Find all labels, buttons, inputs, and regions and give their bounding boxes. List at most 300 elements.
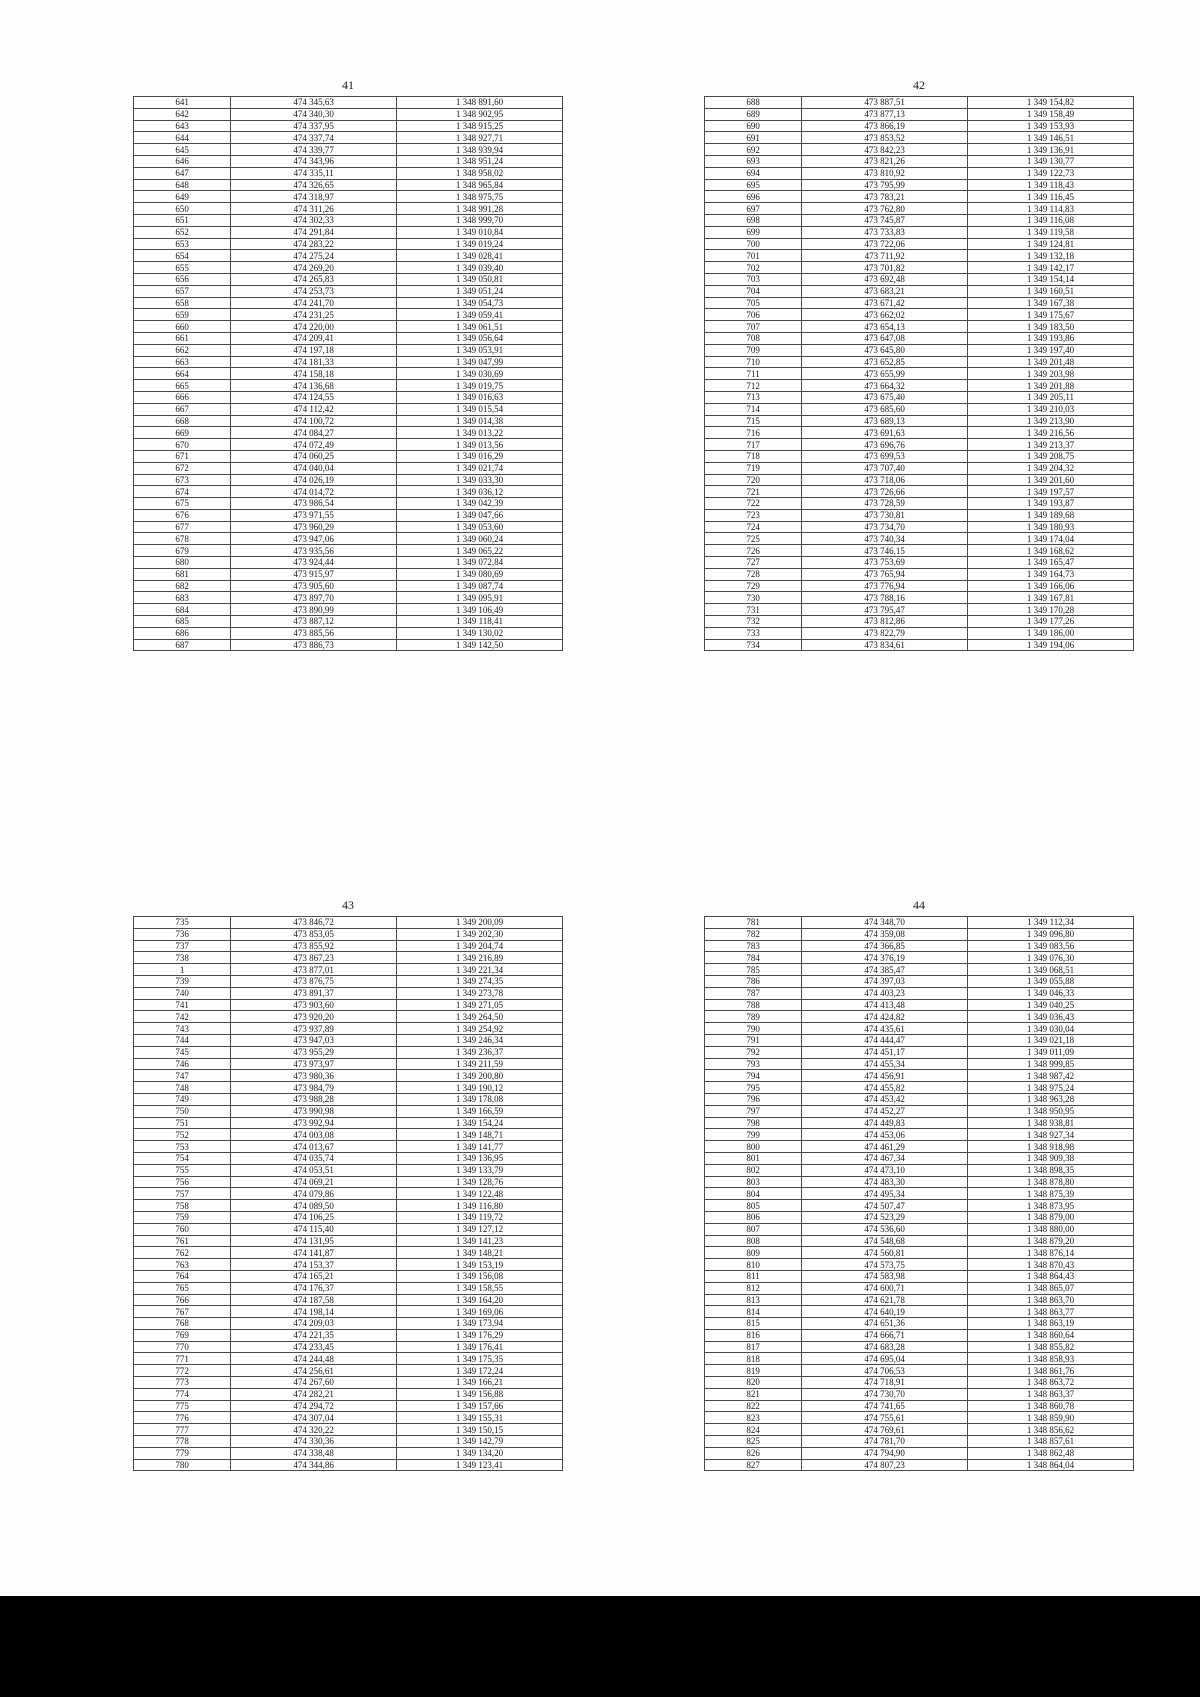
x-coordinate-cell: 473 740,34 (802, 533, 968, 545)
y-coordinate-cell: 1 349 013,22 (397, 427, 563, 439)
y-coordinate-cell: 1 349 158,55 (397, 1282, 563, 1294)
x-coordinate-cell: 473 891,37 (231, 987, 397, 999)
table-row (134, 321, 563, 333)
x-coordinate-cell: 474 413,48 (802, 999, 968, 1011)
x-coordinate-cell: 473 783,21 (802, 191, 968, 203)
x-coordinate-cell: 474 014,72 (231, 486, 397, 498)
y-coordinate-cell: 1 348 865,07 (968, 1282, 1134, 1294)
point-number-cell: 816 (705, 1329, 802, 1341)
point-number-cell: 706 (705, 309, 802, 321)
table-row (705, 309, 1134, 321)
x-coordinate-cell: 474 318,97 (231, 191, 397, 203)
y-coordinate-cell: 1 349 189,68 (968, 509, 1134, 521)
table-row (705, 592, 1134, 604)
y-coordinate-cell: 1 348 876,14 (968, 1247, 1134, 1259)
table-row (705, 580, 1134, 592)
point-number-cell: 715 (705, 415, 802, 427)
y-coordinate-cell: 1 349 190,12 (397, 1082, 563, 1094)
y-coordinate-cell: 1 349 114,83 (968, 203, 1134, 215)
y-coordinate-cell: 1 349 273,78 (397, 987, 563, 999)
point-number-cell: 771 (134, 1353, 231, 1365)
x-coordinate-cell: 474 769,61 (802, 1424, 968, 1436)
coordinates-table (133, 96, 563, 651)
x-coordinate-cell: 473 947,06 (231, 533, 397, 545)
y-coordinate-cell: 1 349 141,77 (397, 1141, 563, 1153)
table-row (134, 1247, 563, 1259)
y-coordinate-cell: 1 349 116,08 (968, 214, 1134, 226)
y-coordinate-cell: 1 349 216,56 (968, 427, 1134, 439)
y-coordinate-cell: 1 348 873,95 (968, 1200, 1134, 1212)
table-row (134, 1459, 563, 1471)
x-coordinate-cell: 474 282,21 (231, 1388, 397, 1400)
y-coordinate-cell: 1 349 039,40 (397, 262, 563, 274)
table-row (134, 309, 563, 321)
table-row (134, 1353, 563, 1365)
point-number-cell: 697 (705, 203, 802, 215)
point-number-cell: 699 (705, 226, 802, 238)
point-number-cell: 802 (705, 1164, 802, 1176)
point-number-cell: 650 (134, 203, 231, 215)
point-number-cell: 751 (134, 1117, 231, 1129)
x-coordinate-cell: 473 753,69 (802, 557, 968, 569)
y-coordinate-cell: 1 349 130,02 (397, 627, 563, 639)
y-coordinate-cell: 1 349 160,51 (968, 285, 1134, 297)
table-row (134, 940, 563, 952)
coordinates-table (704, 96, 1134, 651)
point-number-cell: 764 (134, 1270, 231, 1282)
point-number-cell: 660 (134, 321, 231, 333)
point-number-cell: 786 (705, 975, 802, 987)
x-coordinate-cell: 474 807,23 (802, 1459, 968, 1471)
x-coordinate-cell: 474 131,95 (231, 1235, 397, 1247)
table-row (134, 474, 563, 486)
table-row (134, 120, 563, 132)
point-number-cell: 809 (705, 1247, 802, 1259)
point-number-cell: 654 (134, 250, 231, 262)
y-coordinate-cell: 1 349 011,09 (968, 1046, 1134, 1058)
point-number-cell: 739 (134, 975, 231, 987)
table-row (134, 975, 563, 987)
table-row (705, 486, 1134, 498)
table-row (134, 533, 563, 545)
point-number-cell: 726 (705, 545, 802, 557)
y-coordinate-cell: 1 349 148,71 (397, 1129, 563, 1141)
table-row (705, 627, 1134, 639)
x-coordinate-cell: 474 781,70 (802, 1436, 968, 1448)
x-coordinate-cell: 474 291,84 (231, 226, 397, 238)
point-number-cell: 772 (134, 1365, 231, 1377)
y-coordinate-cell: 1 349 156,88 (397, 1388, 563, 1400)
point-number-cell: 799 (705, 1129, 802, 1141)
point-number-cell: 759 (134, 1211, 231, 1223)
x-coordinate-cell: 473 683,21 (802, 285, 968, 297)
point-number-cell: 655 (134, 262, 231, 274)
y-coordinate-cell: 1 349 142,79 (397, 1436, 563, 1448)
y-coordinate-cell: 1 349 150,15 (397, 1424, 563, 1436)
table-row (705, 155, 1134, 167)
y-coordinate-cell: 1 349 170,28 (968, 604, 1134, 616)
table-row (134, 1141, 563, 1153)
point-number-cell: 727 (705, 557, 802, 569)
point-number-cell: 652 (134, 226, 231, 238)
y-coordinate-cell: 1 349 116,45 (968, 191, 1134, 203)
x-coordinate-cell: 474 267,60 (231, 1377, 397, 1389)
table-row (134, 1034, 563, 1046)
y-coordinate-cell: 1 349 050,81 (397, 273, 563, 285)
y-coordinate-cell: 1 349 154,82 (968, 97, 1134, 109)
x-coordinate-cell: 474 435,61 (802, 1023, 968, 1035)
y-coordinate-cell: 1 349 175,67 (968, 309, 1134, 321)
x-coordinate-cell: 473 718,06 (802, 474, 968, 486)
table-row (134, 273, 563, 285)
y-coordinate-cell: 1 349 132,18 (968, 250, 1134, 262)
y-coordinate-cell: 1 349 157,66 (397, 1400, 563, 1412)
point-number-cell: 737 (134, 940, 231, 952)
point-number-cell: 821 (705, 1388, 802, 1400)
y-coordinate-cell: 1 349 158,49 (968, 108, 1134, 120)
point-number-cell: 704 (705, 285, 802, 297)
point-number-cell: 773 (134, 1377, 231, 1389)
x-coordinate-cell: 473 885,56 (231, 627, 397, 639)
x-coordinate-cell: 474 209,41 (231, 332, 397, 344)
x-coordinate-cell: 473 812,86 (802, 616, 968, 628)
point-number-cell: 797 (705, 1105, 802, 1117)
table-row (705, 1093, 1134, 1105)
point-number-cell: 708 (705, 332, 802, 344)
table-row (705, 1235, 1134, 1247)
x-coordinate-cell: 474 344,86 (231, 1459, 397, 1471)
x-coordinate-cell: 474 730,70 (802, 1388, 968, 1400)
point-number-cell: 803 (705, 1176, 802, 1188)
y-coordinate-cell: 1 349 122,73 (968, 167, 1134, 179)
y-coordinate-cell: 1 349 116,80 (397, 1200, 563, 1212)
y-coordinate-cell: 1 349 148,21 (397, 1247, 563, 1259)
x-coordinate-cell: 474 403,23 (802, 987, 968, 999)
y-coordinate-cell: 1 348 858,93 (968, 1353, 1134, 1365)
table-row (134, 226, 563, 238)
point-number-cell: 810 (705, 1259, 802, 1271)
point-number-cell: 677 (134, 521, 231, 533)
x-coordinate-cell: 473 935,56 (231, 545, 397, 557)
x-coordinate-cell: 474 256,61 (231, 1365, 397, 1377)
point-number-cell: 792 (705, 1046, 802, 1058)
point-number-cell: 693 (705, 155, 802, 167)
x-coordinate-cell: 474 124,55 (231, 391, 397, 403)
x-coordinate-cell: 474 026,19 (231, 474, 397, 486)
y-coordinate-cell: 1 348 861,76 (968, 1365, 1134, 1377)
table-row (134, 238, 563, 250)
x-coordinate-cell: 473 701,82 (802, 262, 968, 274)
x-coordinate-cell: 473 691,63 (802, 427, 968, 439)
x-coordinate-cell: 474 337,74 (231, 132, 397, 144)
point-number-cell: 667 (134, 403, 231, 415)
table-row (134, 356, 563, 368)
point-number-cell: 641 (134, 97, 231, 109)
x-coordinate-cell: 474 153,37 (231, 1259, 397, 1271)
x-coordinate-cell: 474 424,82 (802, 1011, 968, 1023)
y-coordinate-cell: 1 349 016,63 (397, 391, 563, 403)
y-coordinate-cell: 1 348 999,85 (968, 1058, 1134, 1070)
point-number-cell: 769 (134, 1329, 231, 1341)
table-row (705, 1341, 1134, 1353)
page-panel-41 (133, 74, 563, 651)
y-coordinate-cell: 1 349 122,48 (397, 1188, 563, 1200)
y-coordinate-cell: 1 348 975,75 (397, 191, 563, 203)
point-number-cell: 679 (134, 545, 231, 557)
y-coordinate-cell: 1 349 096,80 (968, 928, 1134, 940)
y-coordinate-cell: 1 348 857,61 (968, 1436, 1134, 1448)
y-coordinate-cell: 1 349 033,30 (397, 474, 563, 486)
x-coordinate-cell: 474 197,18 (231, 344, 397, 356)
y-coordinate-cell: 1 349 123,41 (397, 1459, 563, 1471)
x-coordinate-cell: 473 992,94 (231, 1117, 397, 1129)
y-coordinate-cell: 1 348 902,95 (397, 108, 563, 120)
point-number-cell: 642 (134, 108, 231, 120)
x-coordinate-cell: 473 887,51 (802, 97, 968, 109)
y-coordinate-cell: 1 349 176,41 (397, 1341, 563, 1353)
point-number-cell: 743 (134, 1023, 231, 1035)
x-coordinate-cell: 473 730,81 (802, 509, 968, 521)
x-coordinate-cell: 473 696,76 (802, 439, 968, 451)
x-coordinate-cell: 473 689,13 (802, 415, 968, 427)
point-number-cell: 795 (705, 1082, 802, 1094)
point-number-cell: 817 (705, 1341, 802, 1353)
point-number-cell: 649 (134, 191, 231, 203)
table-row (705, 1058, 1134, 1070)
point-number-cell: 790 (705, 1023, 802, 1035)
y-coordinate-cell: 1 348 860,64 (968, 1329, 1134, 1341)
y-coordinate-cell: 1 349 030,04 (968, 1023, 1134, 1035)
point-number-cell: 713 (705, 391, 802, 403)
table-row (705, 427, 1134, 439)
y-coordinate-cell: 1 348 855,82 (968, 1341, 1134, 1353)
x-coordinate-cell: 473 960,29 (231, 521, 397, 533)
point-number-cell: 658 (134, 297, 231, 309)
x-coordinate-cell: 474 136,68 (231, 380, 397, 392)
table-row (705, 568, 1134, 580)
x-coordinate-cell: 474 112,42 (231, 403, 397, 415)
x-coordinate-cell: 473 853,05 (231, 928, 397, 940)
x-coordinate-cell: 473 877,01 (231, 964, 397, 976)
point-number-cell: 775 (134, 1400, 231, 1412)
table-row (705, 403, 1134, 415)
table-row (134, 403, 563, 415)
y-coordinate-cell: 1 349 180,93 (968, 521, 1134, 533)
table-row (134, 1447, 563, 1459)
table-row (134, 1329, 563, 1341)
x-coordinate-cell: 473 762,80 (802, 203, 968, 215)
table-row (134, 1105, 563, 1117)
x-coordinate-cell: 474 198,14 (231, 1306, 397, 1318)
table-row (705, 545, 1134, 557)
table-row (134, 1023, 563, 1035)
point-number-cell: 703 (705, 273, 802, 285)
x-coordinate-cell: 473 973,97 (231, 1058, 397, 1070)
y-coordinate-cell: 1 348 860,78 (968, 1400, 1134, 1412)
point-number-cell: 733 (705, 627, 802, 639)
table-row (134, 1365, 563, 1377)
page-panel-44 (704, 894, 1134, 1471)
y-coordinate-cell: 1 349 040,25 (968, 999, 1134, 1011)
point-number-cell: 804 (705, 1188, 802, 1200)
x-coordinate-cell: 474 343,96 (231, 155, 397, 167)
x-coordinate-cell: 473 795,99 (802, 179, 968, 191)
y-coordinate-cell: 1 349 213,37 (968, 439, 1134, 451)
table-row (705, 1329, 1134, 1341)
point-number-cell: 768 (134, 1318, 231, 1330)
x-coordinate-cell: 474 335,11 (231, 167, 397, 179)
table-row (705, 262, 1134, 274)
table-row (705, 1070, 1134, 1082)
table-row (705, 557, 1134, 569)
y-coordinate-cell: 1 349 076,30 (968, 952, 1134, 964)
y-coordinate-cell: 1 349 202,30 (397, 928, 563, 940)
x-coordinate-cell: 473 645,80 (802, 344, 968, 356)
x-coordinate-cell: 474 452,27 (802, 1105, 968, 1117)
table-row (134, 928, 563, 940)
point-number-cell: 701 (705, 250, 802, 262)
point-number-cell: 766 (134, 1294, 231, 1306)
x-coordinate-cell: 474 695,04 (802, 1353, 968, 1365)
x-coordinate-cell: 473 890,99 (231, 604, 397, 616)
x-coordinate-cell: 474 640,19 (802, 1306, 968, 1318)
table-row (134, 391, 563, 403)
point-number-cell: 644 (134, 132, 231, 144)
point-number-cell: 723 (705, 509, 802, 521)
y-coordinate-cell: 1 349 164,20 (397, 1294, 563, 1306)
y-coordinate-cell: 1 349 177,26 (968, 616, 1134, 628)
table-row (134, 108, 563, 120)
table-row (705, 1188, 1134, 1200)
y-coordinate-cell: 1 349 200,09 (397, 917, 563, 929)
y-coordinate-cell: 1 349 010,84 (397, 226, 563, 238)
point-number-cell: 755 (134, 1164, 231, 1176)
y-coordinate-cell: 1 349 119,58 (968, 226, 1134, 238)
table-row (134, 380, 563, 392)
point-number-cell: 791 (705, 1034, 802, 1046)
point-number-cell: 692 (705, 144, 802, 156)
x-coordinate-cell: 474 320,22 (231, 1424, 397, 1436)
point-number-cell: 781 (705, 917, 802, 929)
point-number-cell: 746 (134, 1058, 231, 1070)
table-row (705, 917, 1134, 929)
table-row (134, 964, 563, 976)
point-number-cell: 675 (134, 498, 231, 510)
table-row (705, 952, 1134, 964)
table-row (134, 462, 563, 474)
y-coordinate-cell: 1 349 136,91 (968, 144, 1134, 156)
y-coordinate-cell: 1 349 168,62 (968, 545, 1134, 557)
x-coordinate-cell: 474 241,70 (231, 297, 397, 309)
y-coordinate-cell: 1 349 205,11 (968, 391, 1134, 403)
y-coordinate-cell: 1 349 197,40 (968, 344, 1134, 356)
point-number-cell: 711 (705, 368, 802, 380)
x-coordinate-cell: 474 233,45 (231, 1341, 397, 1353)
y-coordinate-cell: 1 348 856,62 (968, 1424, 1134, 1436)
y-coordinate-cell: 1 349 274,35 (397, 975, 563, 987)
point-number-cell: 666 (134, 391, 231, 403)
table-row (705, 1282, 1134, 1294)
x-coordinate-cell: 473 920,20 (231, 1011, 397, 1023)
y-coordinate-cell: 1 348 915,25 (397, 120, 563, 132)
y-coordinate-cell: 1 348 870,43 (968, 1259, 1134, 1271)
y-coordinate-cell: 1 349 201,88 (968, 380, 1134, 392)
x-coordinate-cell: 473 980,36 (231, 1070, 397, 1082)
point-number-cell: 758 (134, 1200, 231, 1212)
point-number-cell: 757 (134, 1188, 231, 1200)
y-coordinate-cell: 1 349 193,86 (968, 332, 1134, 344)
y-coordinate-cell: 1 349 059,41 (397, 309, 563, 321)
point-number-cell: 691 (705, 132, 802, 144)
x-coordinate-cell: 473 971,55 (231, 509, 397, 521)
point-number-cell: 807 (705, 1223, 802, 1235)
x-coordinate-cell: 473 655,99 (802, 368, 968, 380)
y-coordinate-cell: 1 349 167,38 (968, 297, 1134, 309)
table-row (134, 616, 563, 628)
point-number-cell: 812 (705, 1282, 802, 1294)
table-row (705, 639, 1134, 651)
table-row (705, 1424, 1134, 1436)
point-number-cell: 825 (705, 1436, 802, 1448)
y-coordinate-cell: 1 348 950,95 (968, 1105, 1134, 1117)
table-row (705, 1294, 1134, 1306)
table-row (134, 97, 563, 109)
table-row (134, 1294, 563, 1306)
table-row (705, 450, 1134, 462)
point-number-cell: 760 (134, 1223, 231, 1235)
point-number-cell: 776 (134, 1412, 231, 1424)
point-number-cell: 777 (134, 1424, 231, 1436)
point-number-cell: 811 (705, 1270, 802, 1282)
table-row (134, 285, 563, 297)
y-coordinate-cell: 1 348 864,43 (968, 1270, 1134, 1282)
x-coordinate-cell: 474 035,74 (231, 1152, 397, 1164)
point-number-cell: 770 (134, 1341, 231, 1353)
y-coordinate-cell: 1 349 146,51 (968, 132, 1134, 144)
point-number-cell: 783 (705, 940, 802, 952)
y-coordinate-cell: 1 349 166,06 (968, 580, 1134, 592)
table-row (134, 1011, 563, 1023)
table-row (705, 1200, 1134, 1212)
table-row (134, 604, 563, 616)
point-number-cell: 717 (705, 439, 802, 451)
x-coordinate-cell: 474 220,00 (231, 321, 397, 333)
point-number-cell: 748 (134, 1082, 231, 1094)
point-number-cell: 735 (134, 917, 231, 929)
point-number-cell: 826 (705, 1447, 802, 1459)
table-row (705, 1129, 1134, 1141)
x-coordinate-cell: 473 664,32 (802, 380, 968, 392)
table-row (705, 1117, 1134, 1129)
table-row (134, 521, 563, 533)
x-coordinate-cell: 474 345,63 (231, 97, 397, 109)
x-coordinate-cell: 473 647,08 (802, 332, 968, 344)
y-coordinate-cell: 1 348 898,35 (968, 1164, 1134, 1176)
table-row (134, 952, 563, 964)
point-number-cell: 709 (705, 344, 802, 356)
table-row (134, 427, 563, 439)
point-number-cell: 752 (134, 1129, 231, 1141)
table-row (705, 144, 1134, 156)
point-number-cell: 686 (134, 627, 231, 639)
x-coordinate-cell: 474 244,48 (231, 1353, 397, 1365)
table-row (705, 999, 1134, 1011)
x-coordinate-cell: 474 330,36 (231, 1436, 397, 1448)
point-number-cell: 676 (134, 509, 231, 521)
point-number-cell: 740 (134, 987, 231, 999)
point-number-cell: 824 (705, 1424, 802, 1436)
x-coordinate-cell: 473 842,23 (802, 144, 968, 156)
